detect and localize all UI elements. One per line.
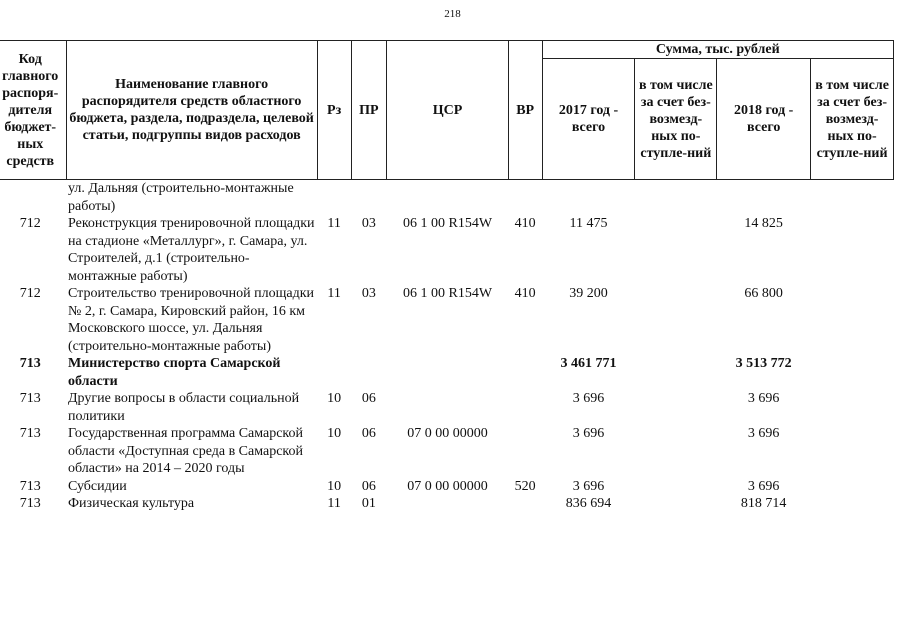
- header-2017-total: 2017 год - всего: [542, 59, 635, 180]
- cell-rz: [317, 355, 351, 390]
- cell-csr: 06 1 00 R154W: [403, 286, 493, 301]
- cell-pr: 03: [361, 216, 376, 231]
- cell-code: 713: [19, 426, 41, 441]
- cell-name: ул. Дальняя (строительно-монтажные работы): [68, 181, 294, 214]
- cell-csr: [387, 355, 509, 390]
- cell-2017-free: [635, 215, 717, 285]
- cell-2017-free: [635, 390, 717, 425]
- budget-table: [0, 40, 894, 513]
- cell-2017-total: 3 696: [572, 478, 605, 494]
- cell-2018-total: 3 696: [747, 478, 780, 494]
- table-row: [0, 215, 894, 285]
- cell-2018-free: [811, 478, 894, 496]
- cell-vr: [508, 425, 542, 478]
- cell-vr: 410: [514, 216, 536, 231]
- cell-code: 712: [19, 216, 41, 231]
- cell-2017-free: [635, 425, 717, 478]
- cell-2018-free: [811, 215, 894, 285]
- cell-code: 713: [19, 391, 41, 406]
- cell-rz: 10: [327, 426, 342, 441]
- cell-2017-total: [542, 180, 635, 216]
- cell-csr: [387, 180, 509, 216]
- header-rz: Рз: [317, 41, 351, 180]
- cell-2017-total: 11 475: [569, 216, 608, 231]
- header-vr: ВР: [508, 41, 542, 180]
- cell-2017-total: 836 694: [565, 496, 612, 511]
- cell-2017-total: 3 696: [572, 426, 605, 441]
- cell-rz: 10: [327, 478, 342, 494]
- cell-vr: [508, 495, 542, 513]
- cell-pr: 06: [361, 478, 376, 494]
- header-2018-total: 2018 год - всего: [717, 59, 811, 180]
- cell-pr: 06: [361, 391, 376, 406]
- cell-code: 713: [19, 496, 41, 511]
- table-row: [0, 478, 894, 496]
- cell-code: 712: [19, 286, 41, 301]
- cell-2017-free: [635, 285, 717, 355]
- cell-2017-total: 3 461 771: [560, 356, 617, 371]
- header-code: Код главного распоря-дителя бюджет-ных средств: [0, 41, 66, 180]
- cell-name: Реконструкция тренировочной площадки на стадионе «Металлург», г. Самара, ул. Строителей, д.1 (строительно-монтажные работы): [68, 216, 315, 284]
- cell-code: [0, 180, 66, 216]
- table-row: [0, 180, 894, 216]
- cell-rz: 11: [327, 216, 341, 231]
- cell-2017-total: 3 696: [572, 391, 605, 406]
- cell-2017-free: [635, 478, 717, 496]
- cell-code: 713: [19, 478, 41, 494]
- cell-pr: 01: [361, 496, 376, 511]
- cell-csr: 06 1 00 R154W: [403, 216, 493, 231]
- cell-vr: [508, 390, 542, 425]
- cell-2018-total: 14 825: [744, 216, 783, 231]
- header-2018-free: в том числе за счет без-возмезд-ных по-ступле-ний: [811, 59, 894, 180]
- cell-2018-total: 818 714: [740, 496, 787, 511]
- cell-2018-free: [811, 285, 894, 355]
- table-row: [0, 285, 894, 355]
- cell-name: Строительство тренировочной площадки № 2, г. Самара, Кировский район, 16 км Московского шоссе, ул. Дальняя (строительно-монтажные работы): [68, 286, 315, 354]
- header-sum: Сумма, тыс. рублей: [542, 41, 893, 59]
- cell-2018-total: 66 800: [744, 286, 783, 301]
- table-header: [0, 41, 894, 180]
- cell-2018-total: 3 696: [747, 426, 780, 441]
- header-2017-free: в том числе за счет без-возмезд-ных по-ступле-ний: [635, 59, 717, 180]
- cell-2017-free: [635, 355, 717, 390]
- header-pr: ПР: [351, 41, 387, 180]
- cell-csr: 07 0 00 00000: [407, 478, 488, 494]
- cell-pr: 06: [361, 426, 376, 441]
- cell-2017-total: 39 200: [569, 286, 608, 301]
- cell-pr: [351, 180, 387, 216]
- cell-2018-total: 3 696: [747, 391, 780, 406]
- table-row: [0, 425, 894, 478]
- cell-2018-total: [717, 180, 811, 216]
- cell-name: Государственная программа Самарской области «Доступная среда в Самарской области» на 2014 – 2020 годы: [68, 426, 304, 476]
- cell-pr: 03: [361, 286, 376, 301]
- table-body: [0, 180, 894, 513]
- cell-vr: 520: [514, 478, 536, 494]
- cell-pr: [351, 355, 387, 390]
- header-csr: ЦСР: [387, 41, 509, 180]
- cell-2018-free: [811, 180, 894, 216]
- cell-2017-free: [635, 180, 717, 216]
- cell-csr: 07 0 00 00000: [407, 426, 488, 441]
- cell-rz: 10: [327, 391, 342, 406]
- cell-vr: [508, 180, 542, 216]
- cell-2018-free: [811, 495, 894, 513]
- cell-rz: 11: [327, 496, 341, 511]
- table-row: [0, 390, 894, 425]
- cell-csr: [387, 495, 509, 513]
- cell-rz: [317, 180, 351, 216]
- cell-name: Физическая культура: [68, 496, 195, 511]
- cell-vr: 410: [514, 286, 536, 301]
- cell-code: 713: [19, 356, 41, 371]
- cell-name: Министерство спорта Самарской области: [68, 356, 281, 389]
- cell-2017-free: [635, 495, 717, 513]
- table-row: [0, 355, 894, 390]
- cell-name: Субсидии: [68, 478, 127, 494]
- cell-2018-total: 3 513 772: [735, 356, 792, 371]
- cell-2018-free: [811, 390, 894, 425]
- cell-name: Другие вопросы в области социальной политики: [68, 391, 300, 424]
- cell-rz: 11: [327, 286, 341, 301]
- header-name: Наименование главного распорядителя средств областного бюджета, раздела, подраздела, целевой статьи, подгруппы видов расходов: [66, 41, 317, 180]
- cell-vr: [508, 355, 542, 390]
- page-number: 218: [444, 8, 461, 20]
- cell-csr: [387, 390, 509, 425]
- cell-2018-free: [811, 355, 894, 390]
- table-row: [0, 495, 894, 513]
- cell-2018-free: [811, 425, 894, 478]
